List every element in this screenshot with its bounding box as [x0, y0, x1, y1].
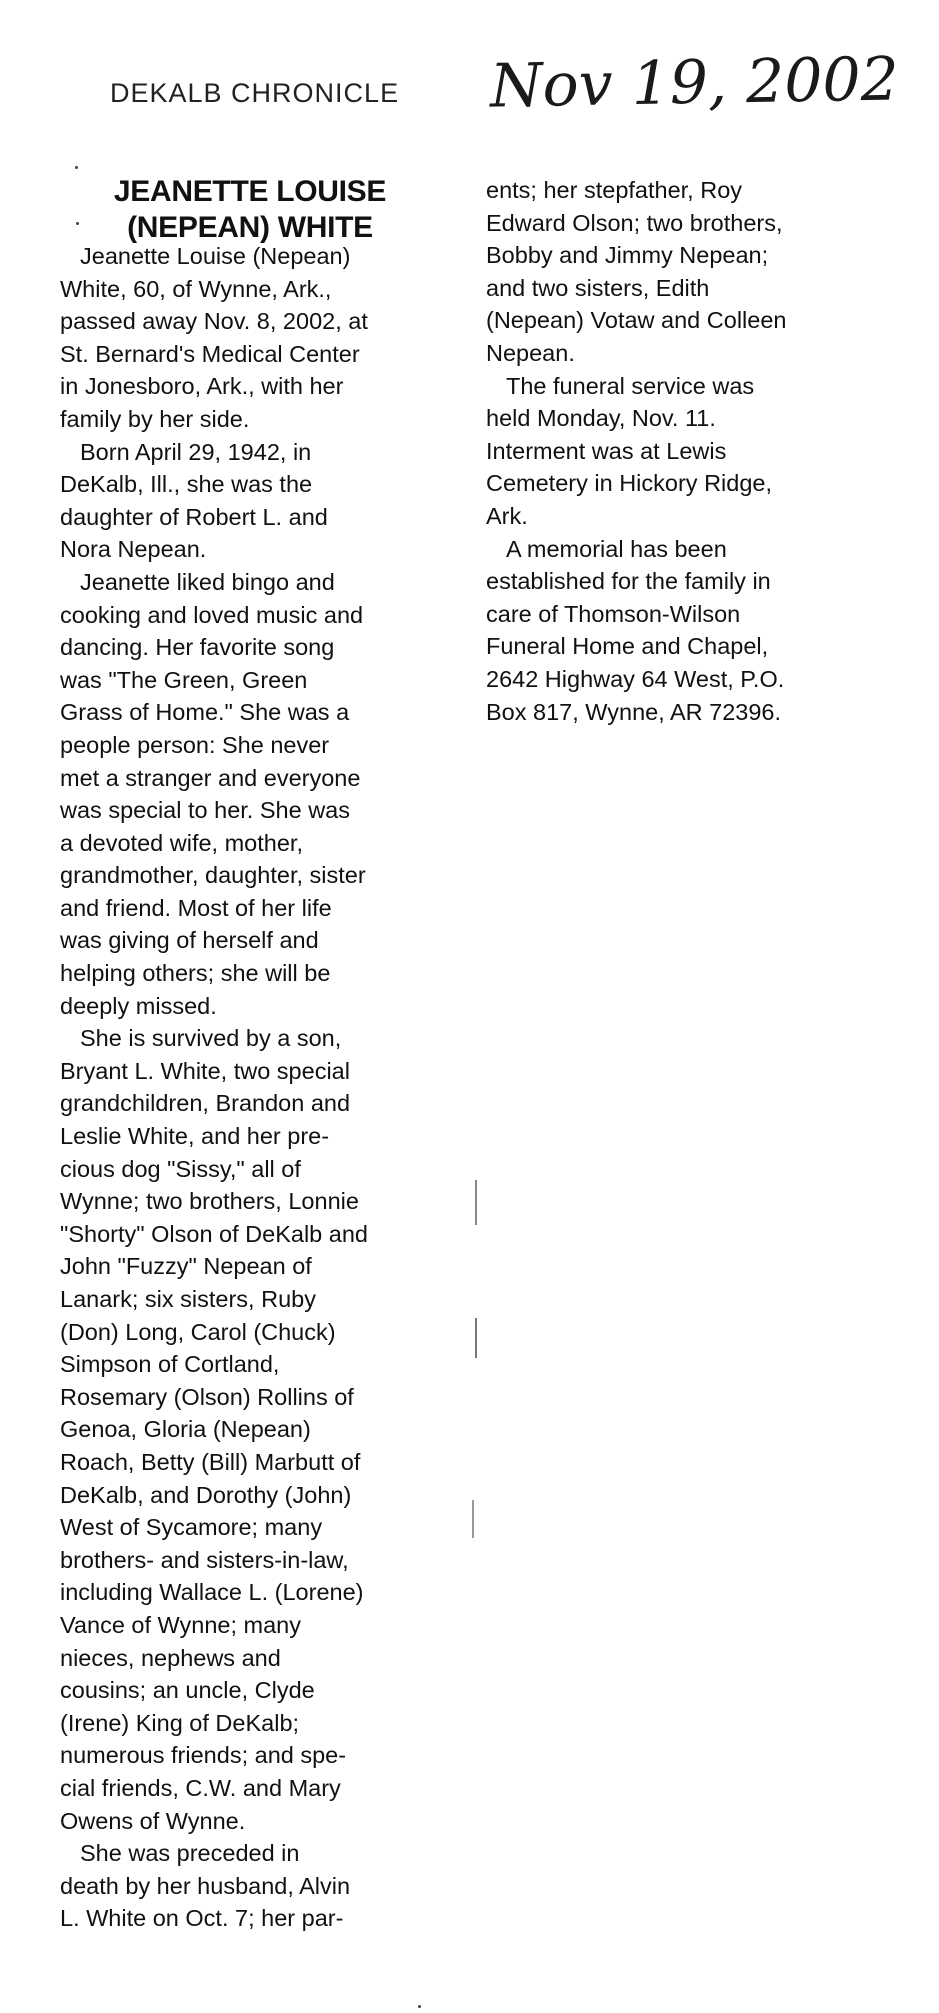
text-line: 2642 Highway 64 West, P.O. — [486, 665, 785, 692]
paragraph — [486, 174, 866, 370]
text-line: Nepean. — [486, 339, 575, 366]
text-line: The funeral service was — [506, 372, 755, 399]
text-line: Nora Nepean. — [60, 536, 207, 563]
masthead: DEKALB CHRONICLE — [110, 78, 400, 108]
text-line: cousins; an uncle, Clyde — [60, 1677, 315, 1704]
scan-speck — [472, 1500, 474, 1538]
text-line: grandchildren, Brandon and — [60, 1090, 351, 1117]
text-line: brothers- and sisters-in-law, — [60, 1546, 349, 1573]
right-column — [486, 174, 866, 728]
text-line: (Don) Long, Carol (Chuck) — [60, 1318, 336, 1345]
text-line: Ark. — [486, 502, 528, 529]
text-line: and two sisters, Edith — [486, 274, 710, 301]
text-line: DeKalb, and Dorothy (John) — [60, 1481, 352, 1508]
text-line: Grass of Home." She was a — [60, 699, 350, 726]
text-line: deeply missed. — [60, 992, 217, 1019]
text-line: cious dog "Sissy," all of — [60, 1155, 301, 1182]
text-line: was giving of herself and — [60, 927, 319, 954]
text-line: A memorial has been — [506, 535, 727, 562]
text-line: Interment was at Lewis — [486, 437, 727, 464]
text-line: Wynne; two brothers, Lonnie — [60, 1188, 359, 1215]
handwritten-date: Nov 19, 2002 — [489, 44, 900, 122]
text-line: Bobby and Jimmy Nepean; — [486, 242, 769, 269]
text-line: Roach, Betty (Bill) Marbutt of — [60, 1448, 361, 1475]
text-line: (Irene) King of DeKalb; — [60, 1709, 300, 1736]
text-line: L. White on Oct. 7; her par- — [60, 1905, 344, 1932]
text-line: (Nepean) Votaw and Colleen — [486, 307, 787, 334]
paragraph — [60, 1022, 440, 1837]
text-line: grandmother, daughter, sister — [60, 862, 366, 889]
text-line: helping others; she will be — [60, 960, 331, 987]
text-line: Bryant L. White, two special — [60, 1057, 350, 1084]
text-line: passed away Nov. 8, 2002, at — [60, 308, 368, 335]
text-line: and friend. Most of her life — [60, 894, 332, 921]
text-line: numerous friends; and spe- — [60, 1742, 347, 1769]
headline-line: JEANETTE LOUISE — [113, 175, 387, 208]
text-line: Simpson of Cortland, — [60, 1351, 280, 1378]
text-line: Rosemary (Olson) Rollins of — [60, 1383, 354, 1410]
text-line: established for the family in — [486, 568, 771, 595]
text-line: including Wallace L. (Lorene) — [60, 1579, 364, 1606]
text-line: Jeanette Louise (Nepean) — [80, 243, 351, 269]
scan-speck — [475, 1318, 477, 1358]
scan-speck — [475, 1180, 477, 1225]
text-line: West of Sycamore; many — [60, 1514, 323, 1541]
text-line: death by her husband, Alvin — [60, 1872, 351, 1899]
text-line: was "The Green, Green — [60, 666, 308, 693]
text-line: people person: She never — [60, 731, 330, 758]
text-line: Funeral Home and Chapel, — [486, 633, 769, 660]
text-line: She is survived by a son, — [80, 1025, 342, 1052]
text-line: met a stranger and everyone — [60, 764, 361, 791]
left-column — [60, 240, 440, 1935]
headline-line: (NEPEAN) WHITE — [127, 211, 373, 244]
paragraph — [60, 1837, 440, 1935]
paragraph — [60, 436, 440, 566]
text-line: cooking and loved music and — [60, 601, 364, 628]
scan-speck — [75, 166, 78, 169]
text-line: Cemetery in Hickory Ridge, — [486, 470, 773, 497]
scan-speck — [76, 222, 79, 225]
text-line: Born April 29, 1942, in — [80, 438, 312, 465]
text-line: nieces, nephews and — [60, 1644, 281, 1671]
text-line: "Shorty" Olson of DeKalb and — [60, 1220, 368, 1247]
text-line: daughter of Robert L. and — [60, 503, 328, 530]
text-line: ents; her stepfather, Roy — [486, 177, 743, 203]
text-line: Vance of Wynne; many — [60, 1611, 302, 1638]
text-line: care of Thomson-Wilson — [486, 600, 741, 627]
text-line: Edward Olson; two brothers, — [486, 209, 783, 236]
text-line: family by her side. — [60, 405, 250, 432]
scan-speck — [418, 2005, 421, 2008]
paragraph — [486, 533, 866, 729]
text-line: was special to her. She was — [60, 797, 350, 824]
text-line: DeKalb, Ill., she was the — [60, 471, 313, 498]
text-line: dancing. Her favorite song — [60, 634, 335, 661]
text-line: Lanark; six sisters, Ruby — [60, 1286, 316, 1312]
paragraph — [60, 566, 440, 1022]
paragraph — [60, 240, 440, 436]
text-line: Leslie White, and her pre- — [60, 1123, 330, 1150]
text-line: held Monday, Nov. 11. — [486, 405, 716, 432]
text-line: St. Bernard's Medical Center — [60, 340, 360, 367]
text-line: John "Fuzzy" Nepean of — [60, 1253, 312, 1280]
text-line: cial friends, C.W. and Mary — [60, 1774, 341, 1801]
text-line: a devoted wife, mother, — [60, 829, 303, 856]
text-line: Box 817, Wynne, AR 72396. — [486, 698, 782, 725]
text-line: Jeanette liked bingo and — [80, 568, 335, 595]
text-line: She was preceded in — [80, 1840, 300, 1867]
text-line: Genoa, Gloria (Nepean) — [60, 1416, 311, 1443]
text-line: Owens of Wynne. — [60, 1807, 246, 1834]
text-line: in Jonesboro, Ark., with her — [60, 373, 344, 400]
paragraph — [486, 370, 866, 533]
headline — [70, 174, 430, 246]
text-line: White, 60, of Wynne, Ark., — [60, 275, 332, 302]
